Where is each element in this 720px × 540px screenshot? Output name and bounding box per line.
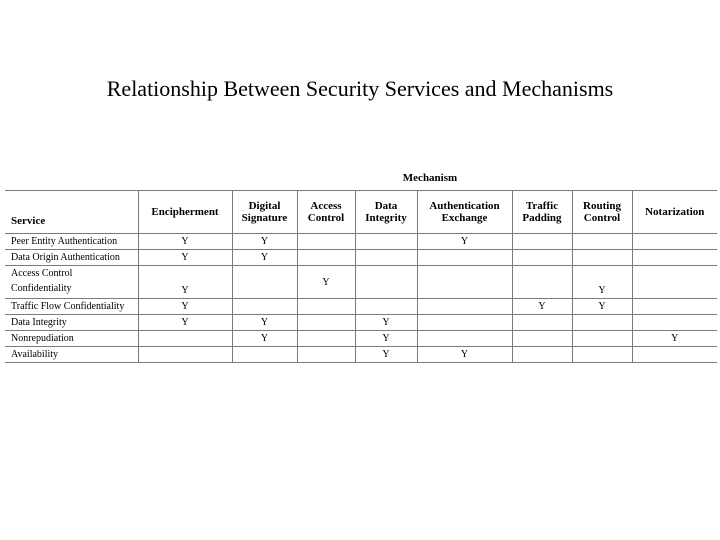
mechanism-cell: Y — [297, 266, 355, 299]
mechanism-cell — [355, 250, 417, 266]
service-cell — [5, 299, 138, 315]
mechanism-cell: Y — [232, 234, 297, 250]
mechanism-cell: Y — [632, 331, 717, 347]
mechanism-cell: Y — [572, 266, 632, 299]
mechanism-cell: Y — [232, 331, 297, 347]
mechanism-cell — [417, 250, 512, 266]
mechanism-column-header — [632, 191, 717, 234]
mechanism-cell: Y — [355, 315, 417, 331]
service-label-line: Traffic Flow Confidentiality — [11, 301, 125, 312]
mechanism-cell — [232, 347, 297, 363]
mechanism-column-header — [512, 191, 572, 234]
mechanism-cell: Y — [355, 331, 417, 347]
mechanism-cell — [572, 315, 632, 331]
mechanism-cell: Y — [138, 299, 232, 315]
mechanism-cell — [355, 266, 417, 299]
mechanism-cell — [297, 234, 355, 250]
mechanism-cell — [512, 250, 572, 266]
column-header-line: Routing — [583, 200, 621, 212]
mechanism-group-header: Mechanism — [402, 172, 458, 184]
service-label-line: Access Control — [11, 268, 73, 279]
mechanism-cell — [572, 331, 632, 347]
service-cell — [5, 250, 138, 266]
mechanism-cell: Y — [232, 315, 297, 331]
mechanism-cell — [297, 331, 355, 347]
mechanism-cell — [138, 347, 232, 363]
column-header-line: Access — [310, 200, 342, 212]
column-header-line: Data — [374, 200, 398, 212]
mechanism-cell: Y — [138, 266, 232, 299]
mechanism-cell — [297, 299, 355, 315]
service-cell — [5, 266, 138, 299]
service-cell — [5, 331, 138, 347]
mechanism-column-header — [232, 191, 297, 234]
service-label-line: Data Origin Authentication — [11, 252, 120, 263]
services-mechanisms-table — [5, 190, 717, 363]
mechanism-cell — [417, 266, 512, 299]
mechanism-cell: Y — [512, 299, 572, 315]
column-header-line: Authentication — [429, 200, 500, 212]
service-label-line: Availability — [11, 349, 59, 360]
table-row — [5, 347, 717, 363]
service-label-line: Data Integrity — [11, 317, 67, 328]
mechanism-cell — [572, 347, 632, 363]
mechanism-cell — [297, 250, 355, 266]
mechanism-cell: Y — [572, 299, 632, 315]
slide-title: Relationship Between Security Services and Mechanisms — [106, 76, 614, 101]
table-body — [5, 234, 717, 363]
column-header-line: Padding — [522, 212, 562, 224]
mechanism-cell — [512, 347, 572, 363]
mechanism-cell — [632, 266, 717, 299]
mechanism-cell — [417, 299, 512, 315]
table-row — [5, 266, 717, 299]
service-cell — [5, 234, 138, 250]
column-header-line: Notarization — [645, 206, 705, 218]
mechanism-cell — [632, 299, 717, 315]
mechanism-cell — [632, 234, 717, 250]
mechanism-cell — [512, 315, 572, 331]
mechanism-cell — [355, 234, 417, 250]
table-row — [5, 315, 717, 331]
mechanism-cell — [417, 315, 512, 331]
header-row — [5, 191, 717, 234]
mechanism-cell: Y — [138, 250, 232, 266]
mechanism-column-header — [138, 191, 232, 234]
service-label-line: Nonrepudiation — [11, 333, 74, 344]
column-header-line: Encipherment — [151, 206, 219, 218]
mechanism-cell: Y — [138, 315, 232, 331]
service-label-line: Peer Entity Authentication — [11, 236, 118, 247]
mechanism-cell: Y — [355, 347, 417, 363]
service-column-header: Service — [5, 191, 138, 234]
table-row — [5, 331, 717, 347]
mechanism-cell — [512, 331, 572, 347]
table-row — [5, 250, 717, 266]
column-header-line: Traffic — [525, 200, 559, 212]
mechanism-cell: Y — [232, 250, 297, 266]
mechanism-cell — [572, 234, 632, 250]
mechanism-cell — [232, 299, 297, 315]
table-row — [5, 234, 717, 250]
column-header-line: Control — [583, 212, 621, 224]
mechanism-cell — [512, 266, 572, 299]
mechanism-cell — [632, 315, 717, 331]
service-cell — [5, 315, 138, 331]
mechanism-cell — [138, 331, 232, 347]
column-header-line: Integrity — [365, 212, 407, 224]
mechanism-cell: Y — [417, 234, 512, 250]
column-header-line: Signature — [241, 212, 288, 224]
mechanism-cell — [632, 347, 717, 363]
mechanism-cell — [297, 315, 355, 331]
mechanism-column-header — [417, 191, 512, 234]
mechanism-column-header — [355, 191, 417, 234]
service-cell — [5, 347, 138, 363]
mechanism-cell — [297, 347, 355, 363]
table-row — [5, 299, 717, 315]
column-header-line: Exchange — [441, 212, 488, 224]
mechanism-column-header — [572, 191, 632, 234]
mechanism-cell: Y — [417, 347, 512, 363]
mechanism-cell — [232, 266, 297, 299]
service-label-line: Confidentiality — [11, 283, 72, 294]
mechanism-cell — [417, 331, 512, 347]
mechanism-cell — [512, 234, 572, 250]
mechanism-cell — [632, 250, 717, 266]
column-header-line: Control — [307, 212, 345, 224]
mechanism-cell — [572, 250, 632, 266]
mechanism-cell: Y — [138, 234, 232, 250]
column-header-line: Digital — [248, 200, 281, 212]
mechanism-cell — [355, 299, 417, 315]
mechanism-column-header — [297, 191, 355, 234]
